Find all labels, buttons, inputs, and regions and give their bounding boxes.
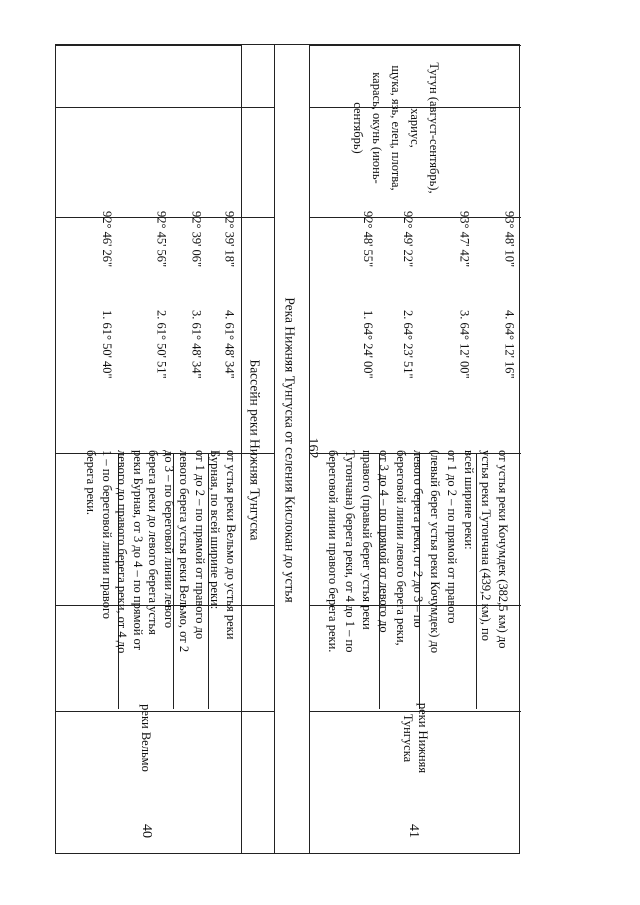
point-longitude: 92° 45' 56" [154,211,169,268]
point-longitude: 92° 39' 18" [222,211,237,268]
point-latitude: 3. 61° 48' 34" [189,310,204,379]
point-latitude: 4. 64° 12' 16" [502,310,517,379]
water-body-name: реки Вельмо [139,704,153,772]
point-longitude: 93° 47' 42" [457,211,472,268]
point-latitude: 1. 61° 50' 40" [100,310,114,379]
row-top-border [56,45,241,46]
reach-heading: Река Нижняя Тунгуска от селения Кислокан до устья [282,297,298,603]
point-latitude: 1. 64° 24' 00" [361,310,375,379]
point-latitude: 3. 64° 12' 00" [457,310,472,379]
boundary-description: от устья реки Кочумдек (382,5 км) до устья реки Тутончана (439,2 км), по всей ширине реки: от 1 до 2 – по прямой от правого (левый берег устья реки Кочумдек) до левого берега реки, от 2 до 3 – по береговой линии левого берега реки, от 3 до 4 – по прямой от левого до правого (правый берег устья реки Тутончана) берега реки, от 4 до 1 – по береговой линии правого берега реки. [326,450,510,654]
point-longitude: 92° 39' 06" [189,211,204,268]
point-latitude: 2. 61° 50' 51" [154,310,169,379]
point-longitude: 92° 48' 55" [361,211,375,268]
point-longitude: 92° 46' 26" [100,211,114,268]
regulation-table [55,44,520,854]
row-number: 41 [406,824,421,838]
water-body-name: реки Нижняя Тунгуска [401,702,430,774]
row-number: 40 [139,824,154,838]
point-latitude: 4. 61° 48' 34" [222,310,237,379]
basin-heading: Бассейн реки Нижняя Тунгуска [247,359,263,541]
fish-species: Тугун (август-сентябрь), хариус, щука, язь, елец, плотва, карась, окунь (июнь- сентябрь) [351,62,441,194]
point-longitude: 93° 48' 10" [502,211,517,268]
point-longitude: 92° 49' 22" [401,211,415,268]
page-number: 162 [305,437,320,459]
row-top-border [309,45,521,46]
point-latitude: 2. 64° 23' 51" [401,310,415,379]
boundary-description: от устья реки Вельмо до устья реки Бурная, по всей ширине реки: от 1 до 2 – по прямой от правого до левого берега устья реки Вельмо, от 2 до 3 – по береговой линии левого берега реки до левого берега устья реки Бурная, от 3 до 4 – по прямой от левого до правого берега реки, от 4 до 1 – по береговой линии правого берега реки. [84,450,238,654]
